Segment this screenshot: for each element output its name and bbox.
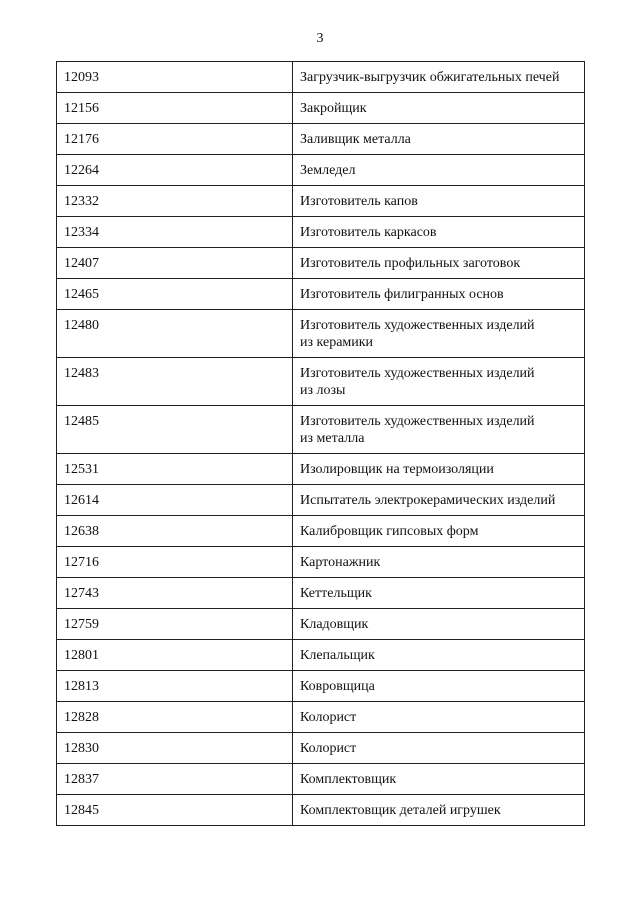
- table-row: [57, 733, 585, 764]
- profession-name-line: Колорист: [300, 710, 357, 725]
- profession-name-line: из керамики: [300, 335, 374, 350]
- profession-name-line: Комплектовщик: [300, 772, 397, 787]
- table-row: [57, 578, 585, 609]
- profession-name-cell: [293, 609, 585, 640]
- table-row: [57, 358, 585, 406]
- profession-code-cell: 12483: [57, 358, 293, 406]
- profession-name-cell: [293, 248, 585, 279]
- table-row: [57, 609, 585, 640]
- table-row: [57, 671, 585, 702]
- profession-name-line: Изготовитель филигранных основ: [300, 287, 504, 302]
- profession-name-cell: [293, 516, 585, 547]
- table-row: [57, 764, 585, 795]
- table-row: [57, 217, 585, 248]
- table-row: [57, 186, 585, 217]
- profession-name-cell: [293, 671, 585, 702]
- profession-name-line: Изолировщик на термоизоляции: [300, 462, 494, 477]
- profession-name-cell: [293, 124, 585, 155]
- profession-name-cell: [293, 702, 585, 733]
- table-row: [57, 406, 585, 454]
- profession-name-line: Испытатель электрокерамических изделий: [300, 493, 556, 508]
- profession-name-line: Изготовитель художественных изделий: [300, 414, 535, 429]
- profession-name-line: из металла: [300, 431, 365, 446]
- profession-name-cell: [293, 764, 585, 795]
- profession-name-line: Загрузчик-выгрузчик обжигательных печей: [300, 70, 560, 85]
- profession-name-line: Кеттельщик: [300, 586, 372, 601]
- table-row: [57, 155, 585, 186]
- profession-code-cell: 12638: [57, 516, 293, 547]
- page-number: 3: [316, 31, 324, 46]
- table-row: [57, 640, 585, 671]
- profession-code-cell: 12407: [57, 248, 293, 279]
- profession-name-line: Изготовитель каркасов: [300, 225, 437, 240]
- profession-code-cell: 12614: [57, 485, 293, 516]
- profession-code-cell: 12845: [57, 795, 293, 826]
- profession-name-cell: [293, 186, 585, 217]
- profession-name-line: из лозы: [300, 383, 346, 398]
- profession-code-cell: 12480: [57, 310, 293, 358]
- profession-name-line: Картонажник: [300, 555, 381, 570]
- profession-code-cell: 12837: [57, 764, 293, 795]
- profession-name-cell: [293, 217, 585, 248]
- table-row: [57, 485, 585, 516]
- profession-name-cell: [293, 547, 585, 578]
- profession-name-line: Земледел: [300, 163, 356, 178]
- table-row: [57, 62, 585, 93]
- table-row: [57, 310, 585, 358]
- table-row: [57, 547, 585, 578]
- profession-name-cell: [293, 640, 585, 671]
- profession-name-cell: [293, 310, 585, 358]
- profession-code-cell: 12801: [57, 640, 293, 671]
- profession-name-line: Клепальщик: [300, 648, 375, 663]
- profession-name-line: Калибровщик гипсовых форм: [300, 524, 479, 539]
- profession-name-line: Изготовитель художественных изделий: [300, 318, 535, 333]
- profession-name-cell: [293, 406, 585, 454]
- table-row: [57, 702, 585, 733]
- profession-name-line: Ковровщица: [300, 679, 375, 694]
- profession-name-cell: [293, 733, 585, 764]
- profession-code-cell: 12332: [57, 186, 293, 217]
- table-row: [57, 795, 585, 826]
- profession-code-cell: 12264: [57, 155, 293, 186]
- profession-code-cell: 12743: [57, 578, 293, 609]
- profession-code-cell: 12531: [57, 454, 293, 485]
- profession-name-line: Кладовщик: [300, 617, 369, 632]
- profession-name-cell: [293, 485, 585, 516]
- profession-name-line: Изготовитель капов: [300, 194, 418, 209]
- profession-code-cell: 12830: [57, 733, 293, 764]
- table-row: [57, 454, 585, 485]
- profession-name-cell: [293, 454, 585, 485]
- table-row: [57, 124, 585, 155]
- profession-name-cell: [293, 578, 585, 609]
- table-row: [57, 248, 585, 279]
- profession-code-cell: 12465: [57, 279, 293, 310]
- profession-name-line: Изготовитель художественных изделий: [300, 366, 535, 381]
- profession-name-line: Комплектовщик деталей игрушек: [300, 803, 501, 818]
- profession-name-cell: [293, 795, 585, 826]
- profession-name-line: Заливщик металла: [300, 132, 411, 147]
- profession-name-line: Закройщик: [300, 101, 367, 116]
- profession-code-cell: 12176: [57, 124, 293, 155]
- profession-code-cell: 12716: [57, 547, 293, 578]
- table-body: [57, 62, 585, 826]
- table-row: [57, 279, 585, 310]
- profession-code-cell: 12813: [57, 671, 293, 702]
- profession-name-line: Колорист: [300, 741, 357, 756]
- profession-code-cell: 12093: [57, 62, 293, 93]
- profession-name-cell: [293, 155, 585, 186]
- profession-name-cell: [293, 62, 585, 93]
- profession-code-cell: 12156: [57, 93, 293, 124]
- profession-name-cell: [293, 279, 585, 310]
- profession-code-cell: 12759: [57, 609, 293, 640]
- profession-code-cell: 12828: [57, 702, 293, 733]
- profession-name-cell: [293, 93, 585, 124]
- profession-name-cell: [293, 358, 585, 406]
- table-row: [57, 516, 585, 547]
- table-row: [57, 93, 585, 124]
- profession-code-cell: 12485: [57, 406, 293, 454]
- profession-name-line: Изготовитель профильных заготовок: [300, 256, 521, 271]
- profession-code-cell: 12334: [57, 217, 293, 248]
- profession-code-table: [56, 61, 585, 826]
